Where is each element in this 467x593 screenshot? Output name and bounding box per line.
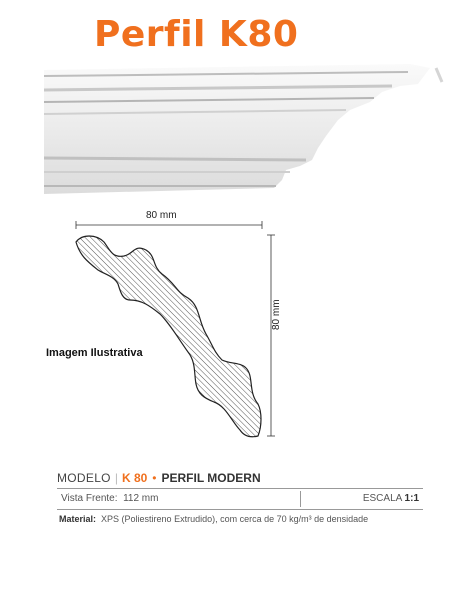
profile-section [76, 236, 261, 437]
height-dimension-label: 80 mm [271, 299, 282, 330]
illustration-caption: Imagem Ilustrativa [46, 347, 143, 359]
width-dimension-label: 80 mm [146, 210, 177, 221]
model-code: K 80 [121, 471, 148, 485]
escala-label: ESCALA [362, 493, 402, 504]
modelo-label: MODELO [57, 471, 111, 485]
model-row [57, 468, 423, 489]
profile-drawing [0, 200, 467, 450]
material-value: XPS (Poliestireno Extrudido), com cerca de 70 kg/m³ de densidade [101, 514, 369, 524]
escala [363, 489, 419, 509]
molding-render [0, 62, 467, 202]
bullet-dot: • [152, 471, 157, 485]
escala-value: 1:1 [404, 493, 419, 504]
spec-table [57, 468, 423, 528]
separator: | [114, 471, 118, 485]
vista-frente [61, 489, 158, 509]
row-divider [300, 491, 301, 507]
dimensions-row [57, 489, 423, 510]
material-row [57, 510, 423, 528]
profile-name: PERFIL MODERN [161, 471, 261, 485]
vista-value: 112 mm [123, 493, 159, 504]
material-label: Material: [59, 514, 97, 524]
page-title: Perfil K80 [94, 14, 299, 55]
vista-label: Vista Frente: [61, 493, 118, 504]
